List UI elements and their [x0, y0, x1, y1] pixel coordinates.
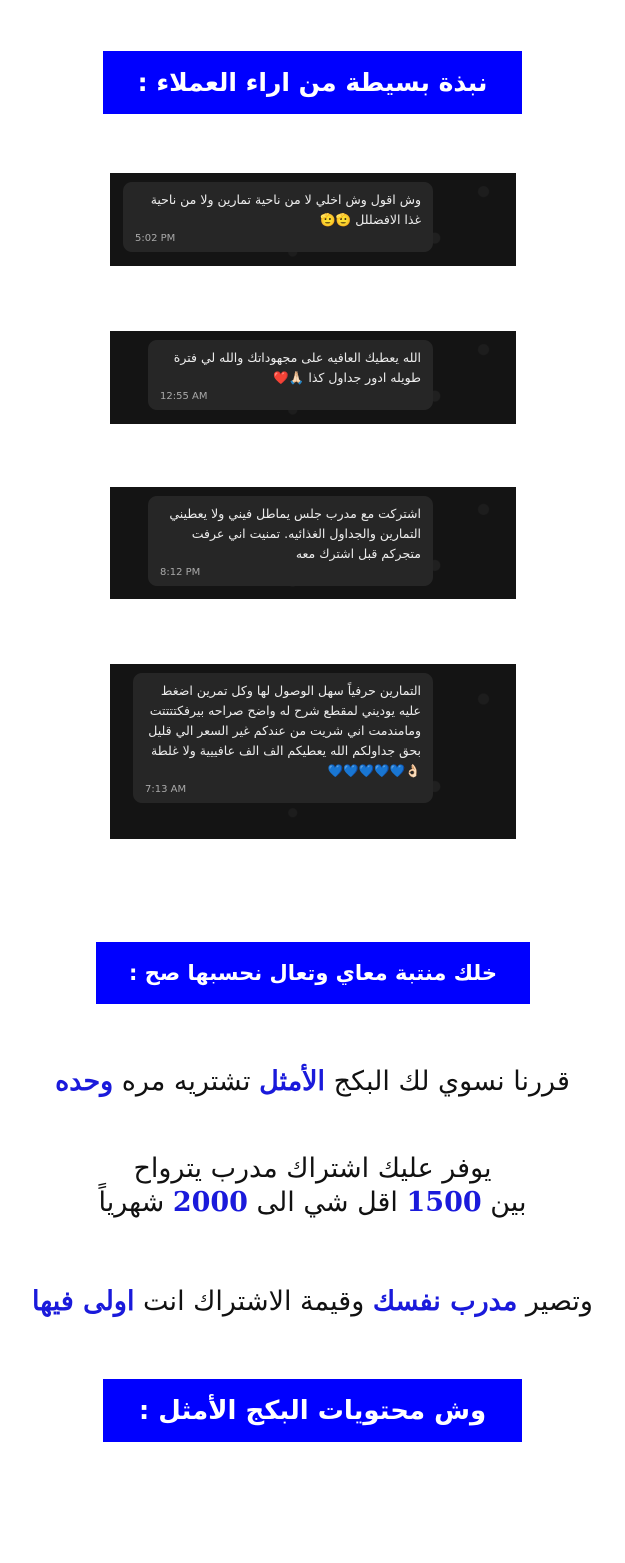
- self-coach-text: وتصير: [517, 1286, 593, 1317]
- calc-heading: [96, 942, 530, 1004]
- review-screenshot-3: [110, 487, 516, 599]
- offer-highlight-best: الأمثل: [259, 1066, 326, 1097]
- savings-line-2: [0, 1186, 625, 1220]
- offer-text: تشتريه مره: [113, 1066, 260, 1097]
- savings-text: بين: [481, 1187, 527, 1218]
- reviews-heading: [103, 51, 522, 114]
- offer-paragraph: [0, 1065, 625, 1099]
- calc-heading-text: خلك منتبة معاي وتعال نحسبها صح :: [129, 961, 498, 985]
- offer-highlight-once: وحده: [55, 1066, 114, 1097]
- highlight-worth-it: اولى فيها: [32, 1286, 135, 1317]
- offer-text: قررنا نسوي لك البكج: [325, 1066, 570, 1097]
- savings-paragraph: [0, 1152, 625, 1220]
- message-time: 12:55 AM: [160, 391, 208, 402]
- message-time: 7:13 AM: [145, 784, 187, 795]
- price-min: 1500: [406, 1187, 482, 1218]
- message-text: اشتركت مع مدرب جلس يماطل فيني ولا يعطيني التمارين والجداول الغذائيه. تمنيت اني عرفت متجركم قبل اشترك معه: [169, 506, 421, 561]
- price-max: 2000: [172, 1187, 248, 1218]
- contents-heading-text: وش محتويات البكج الأمثل :: [138, 1395, 487, 1426]
- savings-text: شهرياً: [98, 1187, 173, 1218]
- review-screenshot-4: [110, 664, 516, 839]
- message-bubble: [123, 182, 433, 252]
- savings-line-1: يوفر عليك اشتراك مدرب يترواح: [133, 1153, 492, 1184]
- review-screenshot-1: [110, 173, 516, 266]
- message-text: التمارين حرفياً سهل الوصول لها وكل تمرين اضغط عليه يوديني لمقطع شرح له واضح صراحه بيرفكتتتتت ومامندمت اني شريت من عندكم غير السعر الي قليل بحق جداولكم الله يعطيكم الف الف عافييية ولا غلطة 👌🏻💙💙💙💙💙: [148, 683, 421, 778]
- message-bubble: [148, 496, 433, 586]
- message-bubble: [133, 673, 433, 803]
- message-bubble: [148, 340, 433, 410]
- message-time: 5:02 PM: [135, 233, 176, 244]
- self-coach-paragraph: [0, 1285, 625, 1319]
- savings-text: اقل شي الى: [247, 1187, 407, 1218]
- message-time: 8:12 PM: [160, 567, 201, 578]
- highlight-self-coach: مدرب نفسك: [372, 1286, 518, 1317]
- message-text: الله يعطيك العافيه على مجهوداتك والله لي فترة طويله ادور جداول كذا 🙏🏻❤️: [173, 350, 421, 385]
- reviews-heading-text: نبذة بسيطة من اراء العملاء :: [137, 68, 488, 97]
- message-text: وش اقول وش اخلي لا من ناحية تمارين ولا من ناحية غذا الافضللل 🫡🫡: [150, 192, 421, 227]
- self-coach-text: وقيمة الاشتراك انت: [134, 1286, 373, 1317]
- review-screenshot-2: [110, 331, 516, 424]
- contents-heading: [103, 1379, 522, 1442]
